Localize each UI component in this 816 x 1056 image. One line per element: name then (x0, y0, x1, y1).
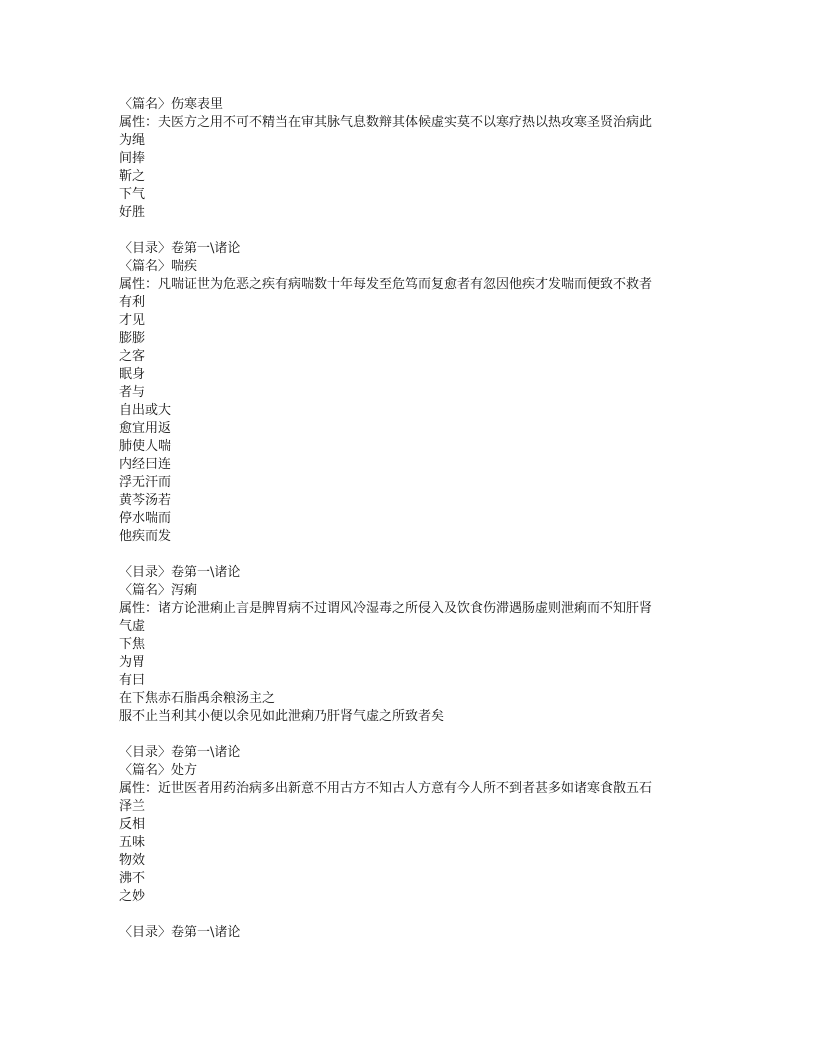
text-line: 浮无汗而 (119, 475, 172, 490)
text-line: 之妙 (119, 889, 146, 904)
text-line: 属性：近世医者用药治病多出新意不用古方不知古人方意有今人所不到者甚多如诸寒食散五石 (119, 781, 653, 796)
text-line: 〈目录〉卷第一\诸论 (119, 565, 241, 580)
text-line: 〈篇名〉泻痢 (119, 583, 198, 598)
text-line: 有利 (119, 295, 146, 310)
text-line: 物效 (119, 853, 146, 868)
text-line: 属性：夫医方之用不可不精当在审其脉气息数辩其体候虚实莫不以寒疗热以热攻寒圣贤治病此 (119, 115, 653, 130)
text-line: 有曰 (119, 673, 146, 688)
text-line: 膨膨 (119, 331, 146, 346)
text-line: 自出或大 (119, 403, 172, 418)
text-line: 他疾而发 (119, 529, 172, 544)
text-line: 泽兰 (119, 799, 146, 814)
text-line: 下焦 (119, 637, 146, 652)
text-line: 〈篇名〉处方 (119, 763, 198, 778)
text-line: 肺使人喘 (119, 439, 172, 454)
text-line: 停水喘而 (119, 511, 172, 526)
text-line: 之客 (119, 349, 146, 364)
text-line: 愈宜用返 (119, 421, 172, 436)
text-line: 间捧 (119, 151, 146, 166)
text-line: 下气 (119, 187, 146, 202)
entry-section (119, 564, 719, 726)
text-line: 属性：诸方论泄痢止言是脾胃病不过谓风冷湿毒之所侵入及饮食伤滞遇肠虚则泄痢而不知肝肾 (119, 601, 653, 616)
entry-section (119, 240, 719, 546)
text-line: 靳之 (119, 169, 146, 184)
text-line: 属性：凡喘证世为危恶之疾有病喘数十年每发至危笃而复愈者有忽因他疾才发喘而便致不救者 (119, 277, 653, 292)
text-line: 〈目录〉卷第一\诸论 (119, 925, 241, 940)
document-page (119, 96, 719, 960)
entry-section (119, 744, 719, 906)
text-line: 反相 (119, 817, 146, 832)
text-line: 内经曰连 (119, 457, 172, 472)
text-line: 为胃 (119, 655, 146, 670)
text-line: 服不止当利其小便以余见如此泄痢乃肝肾气虚之所致者矣 (119, 709, 445, 724)
text-line: 才见 (119, 313, 146, 328)
text-line: 气虚 (119, 619, 146, 634)
text-line: 好胜 (119, 205, 146, 220)
text-line: 〈篇名〉喘疾 (119, 259, 198, 274)
text-line: 眠身 (119, 367, 146, 382)
text-line: 在下焦赤石脂禹余粮汤主之 (119, 691, 276, 706)
text-line: 为绳 (119, 133, 146, 148)
text-line: 〈目录〉卷第一\诸论 (119, 241, 241, 256)
entry-section (119, 924, 719, 942)
text-line: 〈篇名〉伤寒表里 (119, 97, 224, 112)
text-line: 〈目录〉卷第一\诸论 (119, 745, 241, 760)
text-line: 者与 (119, 385, 146, 400)
text-line: 黄芩汤若 (119, 493, 172, 508)
entry-section (119, 96, 719, 222)
text-line: 五味 (119, 835, 146, 850)
text-line: 沸不 (119, 871, 146, 886)
